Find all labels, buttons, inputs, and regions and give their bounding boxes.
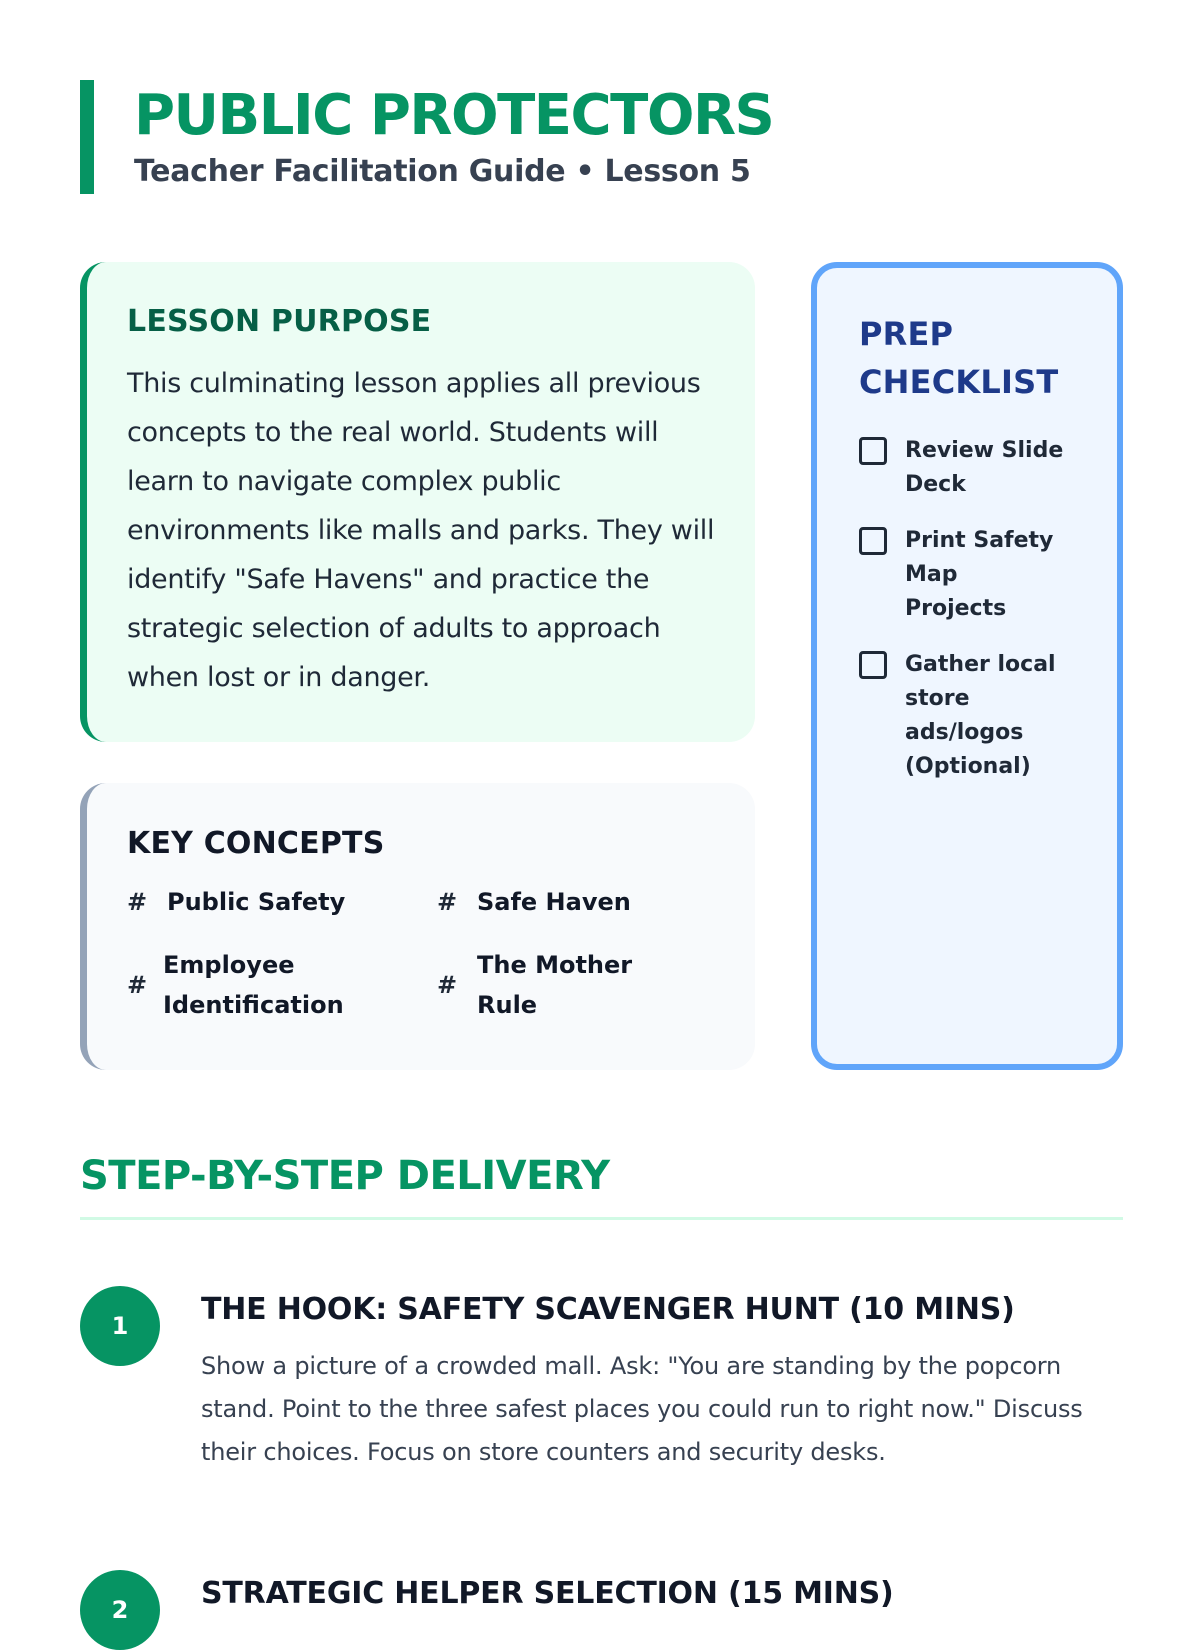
concept-label: The Mother Rule	[477, 951, 633, 1019]
checklist-item-label: Print Safety Map Projects	[905, 528, 1054, 621]
concept-item	[127, 945, 437, 1025]
page-subtitle: Teacher Facilitation Guide • Lesson 5	[134, 154, 751, 189]
lesson-purpose-card	[80, 262, 755, 742]
concept-item	[437, 879, 697, 925]
concept-item	[437, 945, 697, 1025]
checklist-item[interactable]	[859, 648, 1097, 784]
step-title: THE HOOK: SAFETY SCAVENGER HUNT (10 MINS)	[201, 1292, 1015, 1327]
prep-checklist-heading: PREP CHECKLIST	[859, 315, 1059, 401]
key-concepts-heading: KEY CONCEPTS	[127, 826, 385, 861]
checklist-item-label: Gather local store ads/logos (Optional)	[905, 652, 1056, 779]
hash-icon: #	[127, 971, 148, 999]
key-concepts-grid	[127, 879, 715, 1025]
checklist-item[interactable]	[859, 524, 1097, 626]
step-body	[201, 1570, 1101, 1611]
step-text: Show a picture of a crowded mall. Ask: "You are standing by the popcorn stand. Point to the three safest places you could run to right now." Discuss their choices. Focus on store counters and security desks.	[201, 1352, 1083, 1466]
step-title: STRATEGIC HELPER SELECTION (15 MINS)	[201, 1576, 894, 1611]
checklist-item[interactable]	[859, 434, 1097, 502]
key-concepts-card	[80, 783, 755, 1070]
page-title: PUBLIC PROTECTORS	[134, 83, 774, 148]
step-number-badge: 1	[80, 1286, 160, 1366]
hash-icon: #	[437, 971, 458, 999]
step-number-badge: 2	[80, 1570, 160, 1650]
checkbox[interactable]	[859, 527, 887, 555]
concept-label: Safe Haven	[477, 888, 631, 916]
delivery-section-title: STEP-BY-STEP DELIVERY	[80, 1153, 610, 1199]
section-divider	[80, 1217, 1123, 1220]
prep-checklist-card	[811, 262, 1123, 1070]
hash-icon: #	[127, 888, 148, 916]
checkbox[interactable]	[859, 651, 887, 679]
hash-icon: #	[437, 888, 458, 916]
lesson-purpose-text: This culminating lesson applies all previous concepts to the real world. Students will learn to navigate complex public environments like malls and parks. They will identify "Safe Havens" and practice the strategic selection of adults to approach when lost or in danger.	[127, 368, 715, 693]
checkbox[interactable]	[859, 437, 887, 465]
concept-label: Employee Identification	[163, 951, 344, 1019]
concept-label: Public Safety	[167, 888, 346, 916]
step-body	[201, 1286, 1101, 1474]
lesson-purpose-heading: LESSON PURPOSE	[127, 304, 432, 339]
concept-item	[127, 879, 437, 925]
checklist-item-label: Review Slide Deck	[905, 438, 1064, 497]
page-header	[80, 80, 980, 194]
